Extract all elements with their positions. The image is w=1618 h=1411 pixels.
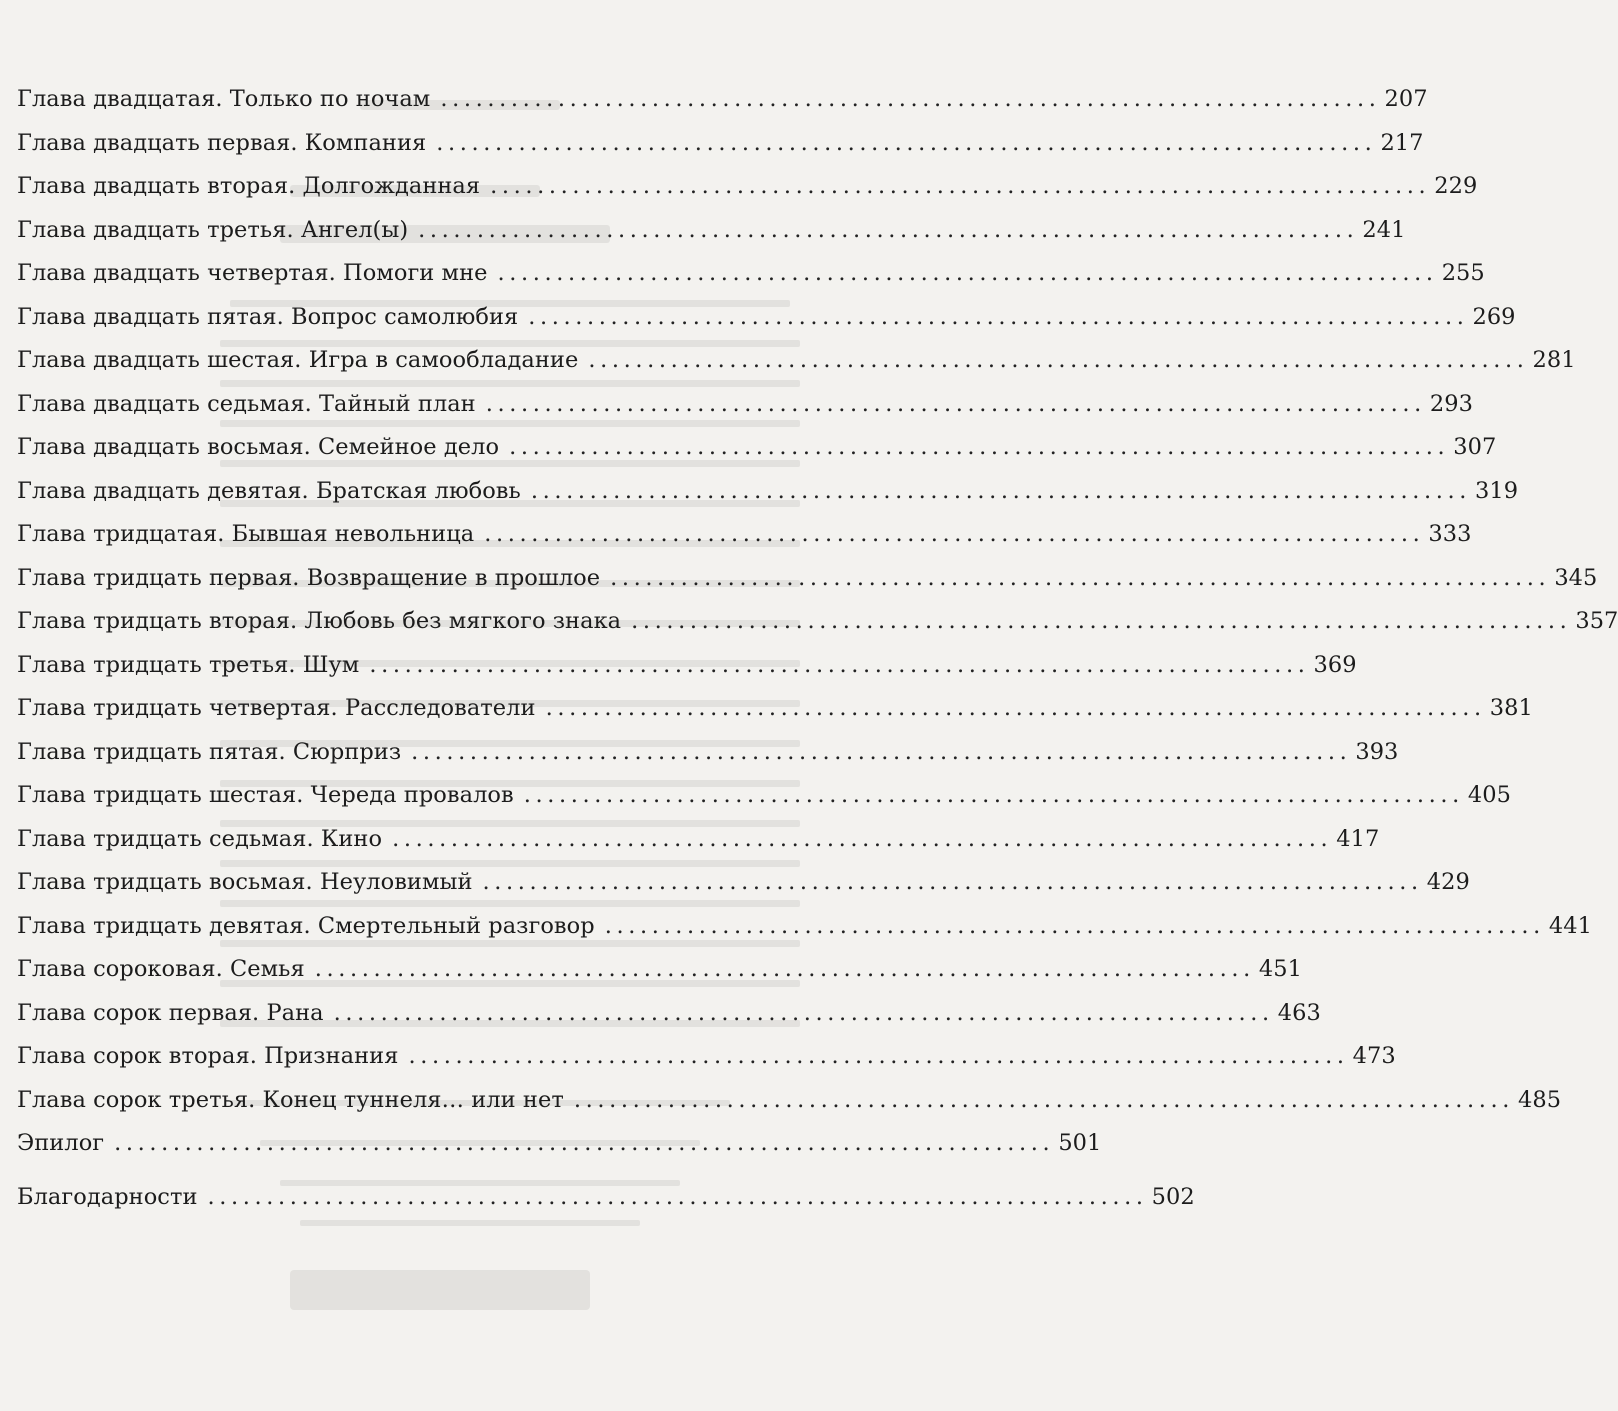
toc-entry-title: Глава двадцатая. Только по ночам — [17, 86, 431, 112]
toc-leader-dots: ................................................................................ — [523, 782, 1464, 808]
toc-entry — [17, 209, 1406, 253]
toc-entry-title: Глава двадцать девятая. Братская любовь — [17, 477, 521, 504]
toc-entry-page: 393 — [1355, 738, 1399, 765]
toc-entry-title: Глава тридцать седьмая. Кино — [17, 825, 383, 852]
toc-leader-dots: ................................................................................ — [631, 608, 1572, 634]
toc-leader-dots: ................................................................................ — [484, 521, 1425, 547]
toc-entry-page: 269 — [1472, 303, 1516, 330]
toc-entry — [17, 644, 1357, 688]
toc-entry-title: Глава тридцать первая. Возвращение в прошлое — [17, 564, 601, 591]
toc-entry-page: 485 — [1518, 1086, 1562, 1113]
toc-entry-page: 502 — [1151, 1183, 1195, 1210]
toc-entry — [17, 513, 1472, 557]
toc-entry-page: 281 — [1532, 347, 1576, 373]
toc-entry-title: Глава двадцать пятая. Вопрос самолюбия — [17, 303, 519, 330]
toc-leader-dots: ................................................................................ — [418, 216, 1359, 243]
toc-entry-page: 217 — [1380, 129, 1424, 156]
toc-entry — [17, 774, 1512, 818]
toc-leader-dots: ................................................................................ — [369, 651, 1310, 678]
toc-leader-dots: ................................................................................ — [528, 303, 1469, 330]
toc-entry-title: Глава двадцать первая. Компания — [17, 129, 427, 156]
toc-leader-dots: ................................................................................ — [333, 999, 1274, 1026]
toc-entry — [17, 339, 1576, 383]
toc-entry-page: 307 — [1453, 434, 1497, 460]
toc-leader-dots: ................................................................................ — [545, 695, 1486, 721]
toc-entry-title: Глава сорок первая. Рана — [17, 999, 324, 1026]
toc-entry-page: 381 — [1489, 695, 1533, 721]
toc-entry — [17, 426, 1497, 470]
toc-entry-title: Глава сорок третья. Конец туннеля… или нет — [17, 1086, 564, 1113]
toc-leader-dots: ................................................................................ — [114, 1130, 1055, 1156]
toc-entry — [17, 1035, 1396, 1079]
toc-entry-title: Глава двадцать восьмая. Семейное дело — [17, 434, 500, 460]
toc-entry-title: Глава тридцатая. Бывшая невольница — [17, 521, 475, 547]
toc-entry-title: Глава двадцать вторая. Долгожданная — [17, 173, 481, 199]
toc-entry — [17, 296, 1516, 340]
toc-entry-page: 441 — [1548, 912, 1592, 939]
toc-entry-title: Глава двадцать третья. Ангел(ы) — [17, 216, 409, 243]
toc-entry-page: 463 — [1277, 999, 1321, 1026]
toc-entry-title: Глава тридцать пятая. Сюрприз — [17, 738, 402, 765]
toc-entry-title: Глава двадцать седьмая. Тайный план — [17, 390, 476, 417]
toc-entry — [17, 1079, 1562, 1123]
toc-entry-title: Глава тридцать четвертая. Расследователи — [17, 695, 536, 721]
toc-entry-page: 345 — [1554, 564, 1598, 591]
toc-entry-page: 417 — [1336, 825, 1380, 852]
toc-entry-title: Глава тридцать шестая. Череда провалов — [17, 782, 514, 808]
toc-leader-dots: ................................................................................ — [573, 1086, 1515, 1113]
toc-entry — [17, 818, 1380, 862]
toc-leader-dots: ................................................................................ — [314, 956, 1255, 982]
toc-entry — [17, 165, 1478, 209]
toc-leader-dots: ................................................................................ — [408, 1043, 1349, 1069]
toc-entry-page: 229 — [1434, 173, 1478, 199]
toc-entry — [17, 252, 1485, 296]
toc-leader-dots: ................................................................................ — [497, 260, 1438, 286]
toc-entry — [17, 470, 1519, 514]
toc-leader-dots: ................................................................................ — [604, 912, 1545, 939]
toc-entry-page: 357 — [1575, 608, 1618, 634]
toc-entry — [17, 948, 1302, 992]
toc-entry — [17, 687, 1533, 731]
toc-entry-title: Глава сороковая. Семья — [17, 956, 305, 982]
toc-entry-page: 451 — [1258, 956, 1302, 982]
toc-leader-dots: ................................................................................ — [530, 477, 1471, 504]
toc-entry-page: 501 — [1058, 1130, 1102, 1156]
toc-entry — [17, 78, 1428, 122]
toc-entry-page: 405 — [1467, 782, 1512, 808]
toc-entry-page: 473 — [1352, 1043, 1396, 1069]
toc-entry-title: Благодарности — [17, 1183, 198, 1210]
toc-entry-title: Глава двадцать шестая. Игра в самообладание — [17, 347, 579, 373]
toc-entry — [17, 557, 1598, 601]
toc-leader-dots: ................................................................................ — [509, 434, 1450, 460]
toc-leader-dots: ................................................................................ — [411, 738, 1352, 765]
toc-entry — [17, 1176, 1195, 1220]
toc-entry-page: 207 — [1384, 86, 1428, 112]
toc-entry-title: Глава сорок вторая. Признания — [17, 1043, 399, 1069]
toc-entry — [17, 731, 1399, 775]
toc-entry — [17, 600, 1618, 644]
toc-entry-page: 333 — [1428, 521, 1472, 547]
toc-entry — [17, 861, 1470, 905]
toc-leader-dots: ................................................................................ — [392, 825, 1333, 852]
toc-entry-page: 319 — [1475, 477, 1519, 504]
toc-entry-page: 293 — [1429, 390, 1473, 417]
toc-leader-dots: ................................................................................ — [207, 1183, 1148, 1210]
toc-entry-page: 255 — [1441, 260, 1485, 286]
toc-entry-page: 369 — [1313, 651, 1357, 678]
toc-leader-dots: ................................................................................ — [485, 390, 1426, 417]
toc-entry-page: 241 — [1362, 216, 1406, 243]
toc-leader-dots: ................................................................................ — [482, 869, 1423, 895]
toc-leader-dots: ................................................................................ — [490, 173, 1431, 199]
toc-entry-title: Эпилог — [17, 1130, 105, 1156]
toc-entry-title: Глава тридцать девятая. Смертельный разговор — [17, 912, 595, 939]
toc-entry-title: Глава тридцать восьмая. Неуловимый — [17, 869, 473, 895]
toc-leader-dots: ................................................................................ — [588, 347, 1529, 373]
toc-leader-dots: ................................................................................ — [440, 86, 1381, 112]
toc-entry-title: Глава тридцать вторая. Любовь без мягкого знака — [17, 608, 622, 634]
toc-leader-dots: ................................................................................ — [610, 564, 1551, 591]
toc-entry-title: Глава двадцать четвертая. Помоги мне — [17, 260, 488, 286]
toc-leader-dots: ................................................................................ — [436, 129, 1377, 156]
toc-entry-title: Глава тридцать третья. Шум — [17, 651, 360, 678]
toc-entry-page: 429 — [1426, 869, 1470, 895]
table-of-contents — [17, 78, 1618, 1219]
toc-entry — [17, 1122, 1102, 1166]
toc-entry — [17, 122, 1424, 166]
toc-entry — [17, 383, 1473, 427]
toc-entry — [17, 905, 1592, 949]
toc-entry — [17, 992, 1321, 1036]
